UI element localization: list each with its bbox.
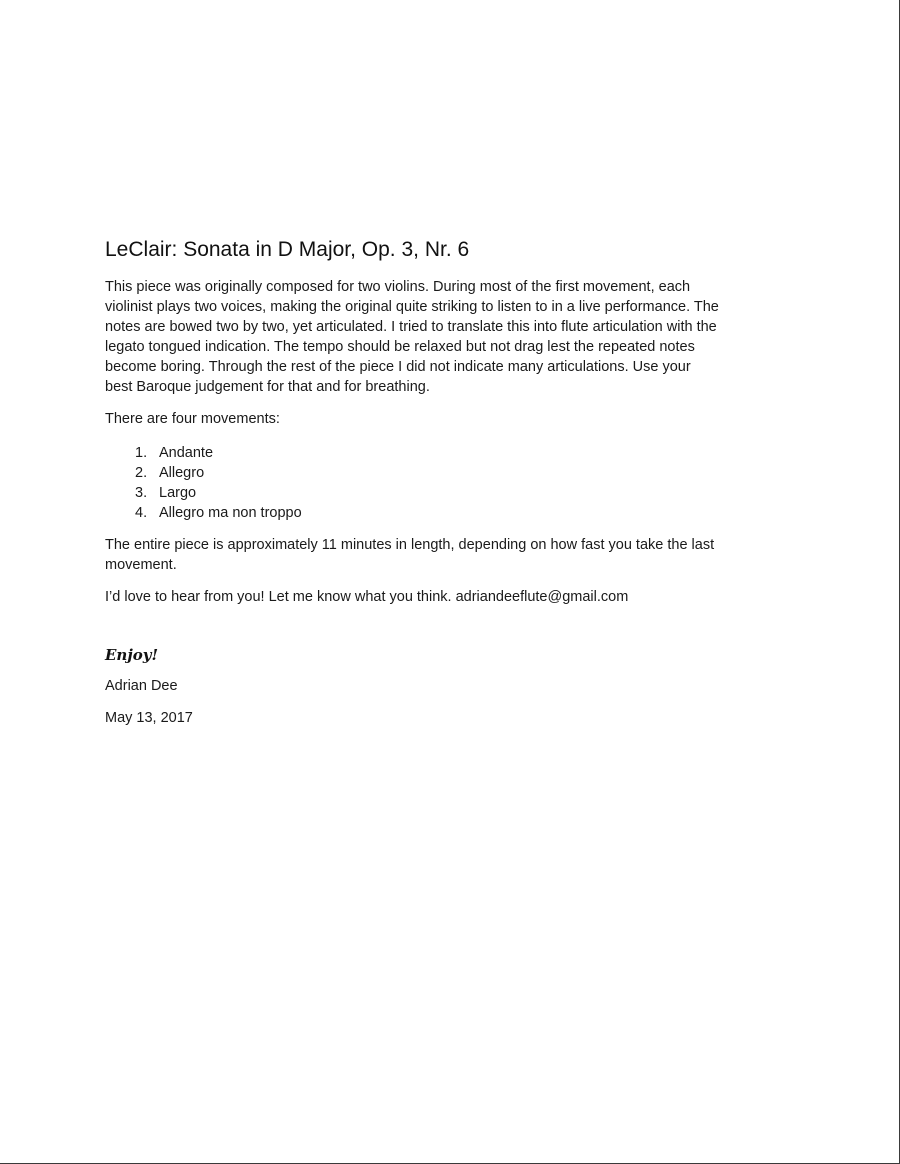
- intro-line: legato tongued indication. The tempo should be relaxed but not drag lest the repeated notes: [105, 339, 695, 355]
- intro-line: This piece was originally composed for two violins. During most of the first movement, each: [105, 279, 691, 295]
- list-item-number: 2.: [135, 465, 148, 481]
- length-line: movement.: [105, 557, 177, 573]
- movements-intro: There are four movements:: [105, 411, 280, 427]
- list-item-number: 3.: [135, 485, 148, 501]
- list-item: [135, 443, 795, 463]
- list-item-label: Allegro ma non troppo: [159, 505, 302, 521]
- movement-list: [105, 443, 795, 523]
- intro-line: violinist plays two voices, making the original quite striking to listen to in a live performance. The: [105, 299, 719, 315]
- sign-off: Enjoy!: [105, 646, 159, 664]
- length-paragraph: [105, 535, 795, 575]
- list-item: [135, 463, 795, 483]
- list-item-label: Andante: [159, 445, 214, 461]
- list-item-number: 1.: [135, 445, 148, 461]
- intro-paragraph: [105, 277, 795, 397]
- intro-line: best Baroque judgement for that and for breathing.: [105, 379, 430, 395]
- intro-line: notes are bowed two by two, yet articulated. I tried to translate this into flute articulation with the: [105, 319, 717, 335]
- list-item-label: Allegro: [159, 465, 205, 481]
- document-content: [105, 237, 795, 728]
- list-item-number: 4.: [135, 505, 148, 521]
- length-line: The entire piece is approximately 11 minutes in length, depending on how fast you take the last: [105, 537, 715, 553]
- intro-line: become boring. Through the rest of the piece I did not indicate many articulations. Use your: [105, 359, 691, 375]
- list-item: [135, 503, 795, 523]
- document-title: LeClair: Sonata in D Major, Op. 3, Nr. 6: [105, 238, 470, 261]
- document-date: May 13, 2017: [105, 710, 193, 726]
- list-item: [135, 483, 795, 503]
- author-name: Adrian Dee: [105, 678, 178, 694]
- list-item-label: Largo: [159, 485, 197, 501]
- contact-paragraph: I’d love to hear from you! Let me know what you think. adriandeeflute@gmail.com: [105, 589, 629, 605]
